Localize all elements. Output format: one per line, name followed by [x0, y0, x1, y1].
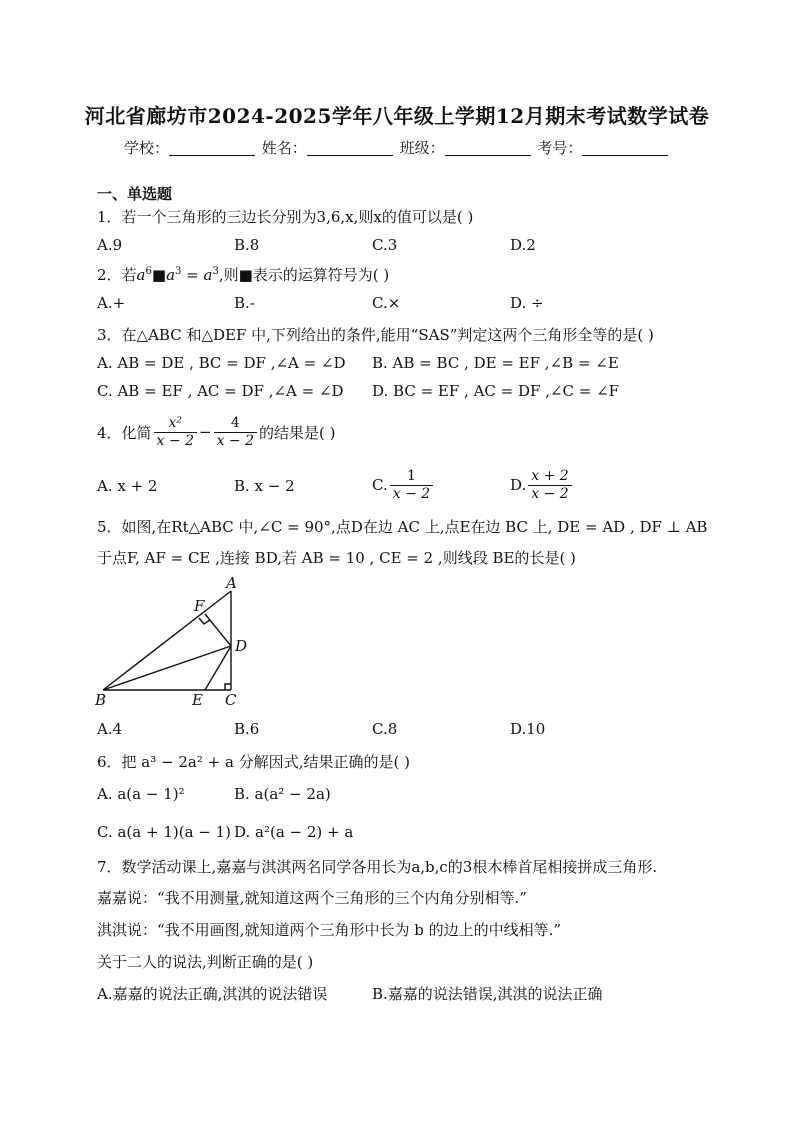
q4-f1-numerator: x²	[154, 415, 197, 433]
question-7-line-2: 嘉嘉说：“我不用测量,就知道这两个三角形的三个内角分别相等.”	[97, 889, 527, 907]
q4-minus: −	[198, 423, 212, 441]
q4-optd-denominator: x − 2	[531, 485, 569, 502]
label-b: B	[95, 691, 107, 709]
question-5-line-1: 5．如图,在Rt△ABC 中,∠C = 90°,点D在边 AC 上,点E在边 BC 上, DE = AD , DF ⊥ AB	[97, 518, 708, 536]
question-3-stem: 3．在△ABC 和△DEF 中,下列给出的条件,能用“SAS”判定这两个三角形全等的是( )	[97, 326, 654, 344]
q1-option-c: C.3	[372, 236, 398, 254]
q4-option-d-label: D.	[510, 476, 527, 494]
q4-f2-denominator: x − 2	[216, 432, 254, 449]
q6-option-d: D. a²(a − 2) + a	[234, 823, 354, 841]
q4-option-c	[372, 463, 435, 507]
q4-option-d-fraction	[528, 468, 571, 503]
number-blank	[582, 141, 668, 156]
q2-exp2: 3	[175, 266, 182, 277]
q4-option-a: A. x + 2	[97, 477, 158, 495]
segment-ab	[103, 591, 231, 690]
q4-fraction-1	[154, 415, 197, 450]
school-label: 学校：	[124, 139, 170, 157]
school-blank	[169, 141, 255, 156]
q4-fraction-2	[214, 415, 257, 450]
question-1-stem: 1．若一个三角形的三边长分别为3,6,x,则x的值可以是( )	[97, 208, 474, 226]
q2-prefix: 2．若	[97, 266, 137, 284]
section-heading: 一、单选题	[97, 185, 173, 203]
q5-option-c: C.8	[372, 720, 398, 738]
class-label: 班级：	[399, 139, 445, 157]
q7-option-a: A.嘉嘉的说法正确,淇淇的说法错误	[97, 985, 328, 1003]
name-blank	[307, 141, 393, 156]
q1-option-b: B.8	[234, 236, 260, 254]
q3-option-d: D. BC = EF , AC = DF ,∠C = ∠F	[372, 382, 620, 400]
right-angle-mark-c	[225, 684, 231, 690]
q6-option-c: C. a(a + 1)(a − 1)	[97, 823, 232, 841]
class-blank	[445, 141, 531, 156]
q4-option-d	[510, 463, 574, 507]
q3-option-b: B. AB = BC , DE = EF ,∠B = ∠E	[372, 354, 619, 372]
name-label: 姓名：	[261, 139, 307, 157]
q1-option-a: A.9	[97, 236, 123, 254]
q3-option-a: A. AB = DE , BC = DF ,∠A = ∠D	[97, 354, 346, 372]
q4-optd-numerator: x + 2	[528, 468, 571, 486]
q3-option-c: C. AB = EF , AC = DF ,∠A = ∠D	[97, 382, 344, 400]
q4-f2-numerator: 4	[214, 415, 257, 433]
q1-option-d: D.2	[510, 236, 536, 254]
question-7-line-1: 7．数学活动课上,嘉嘉与淇淇两名同学各用长为a,b,c的3根木棒首尾相接拼成三角形.	[97, 858, 658, 876]
q4-option-c-fraction	[390, 468, 433, 503]
segment-bd	[103, 646, 231, 690]
q4-option-c-label: C.	[372, 476, 388, 494]
q4-f1-denominator: x − 2	[156, 432, 194, 449]
label-d: D	[235, 637, 248, 655]
q2-option-d: D. ÷	[510, 294, 544, 312]
q6-option-a: A. a(a − 1)²	[97, 785, 185, 803]
question-7-line-4: 关于二人的说法,判断正确的是( )	[97, 953, 314, 971]
q5-option-b: B.6	[234, 720, 260, 738]
q2-eq: =	[181, 266, 204, 284]
label-a: A	[226, 574, 237, 592]
q4-prefix: 4．化简	[97, 423, 152, 442]
q2-var3: a	[203, 266, 213, 284]
q4-option-b: B. x − 2	[234, 477, 295, 495]
question-7-line-3: 淇淇说：“我不用画图,就知道两个三角形中长为 b 的边上的中线相等.”	[97, 921, 562, 939]
q4-optc-numerator: 1	[390, 468, 433, 486]
q2-var2: a	[166, 266, 176, 284]
question-6-stem: 6．把 a³ − 2a² + a 分解因式,结果正确的是( )	[97, 753, 410, 771]
q2-suffix: ,则■表示的运算符号为( )	[218, 266, 390, 284]
q5-triangle-figure	[90, 574, 260, 714]
student-info-line	[124, 137, 670, 158]
q2-option-c: C.×	[372, 294, 401, 312]
question-5-line-2: 于点F, AF = CE ,连接 BD,若 AB = 10 , CE = 2 ,则线段 BE的长是( )	[97, 549, 576, 567]
question-4-stem	[97, 410, 335, 454]
label-f: F	[194, 597, 205, 615]
q5-option-a: A.4	[97, 720, 123, 738]
label-e: E	[192, 691, 203, 709]
q2-option-b: B.-	[234, 294, 255, 312]
segment-df	[205, 614, 231, 646]
q2-var: a	[136, 266, 146, 284]
q6-option-b: B. a(a² − 2a)	[234, 785, 331, 803]
q4-suffix: 的结果是( )	[259, 423, 336, 442]
q2-exp: 6	[145, 266, 152, 277]
question-2-stem	[97, 264, 389, 285]
q5-option-d: D.10	[510, 720, 546, 738]
q2-exp3: 3	[212, 266, 219, 277]
q7-option-b: B.嘉嘉的说法错误,淇淇的说法正确	[372, 985, 603, 1003]
q2-square: ■	[151, 266, 167, 284]
q4-optc-denominator: x − 2	[392, 485, 431, 502]
exam-title: 河北省廊坊市2024-2025学年八年级上学期12月期末考试数学试卷	[84, 104, 710, 128]
q2-option-a: A.+	[97, 294, 126, 312]
label-c: C	[225, 691, 237, 709]
number-label: 考号：	[537, 139, 583, 157]
